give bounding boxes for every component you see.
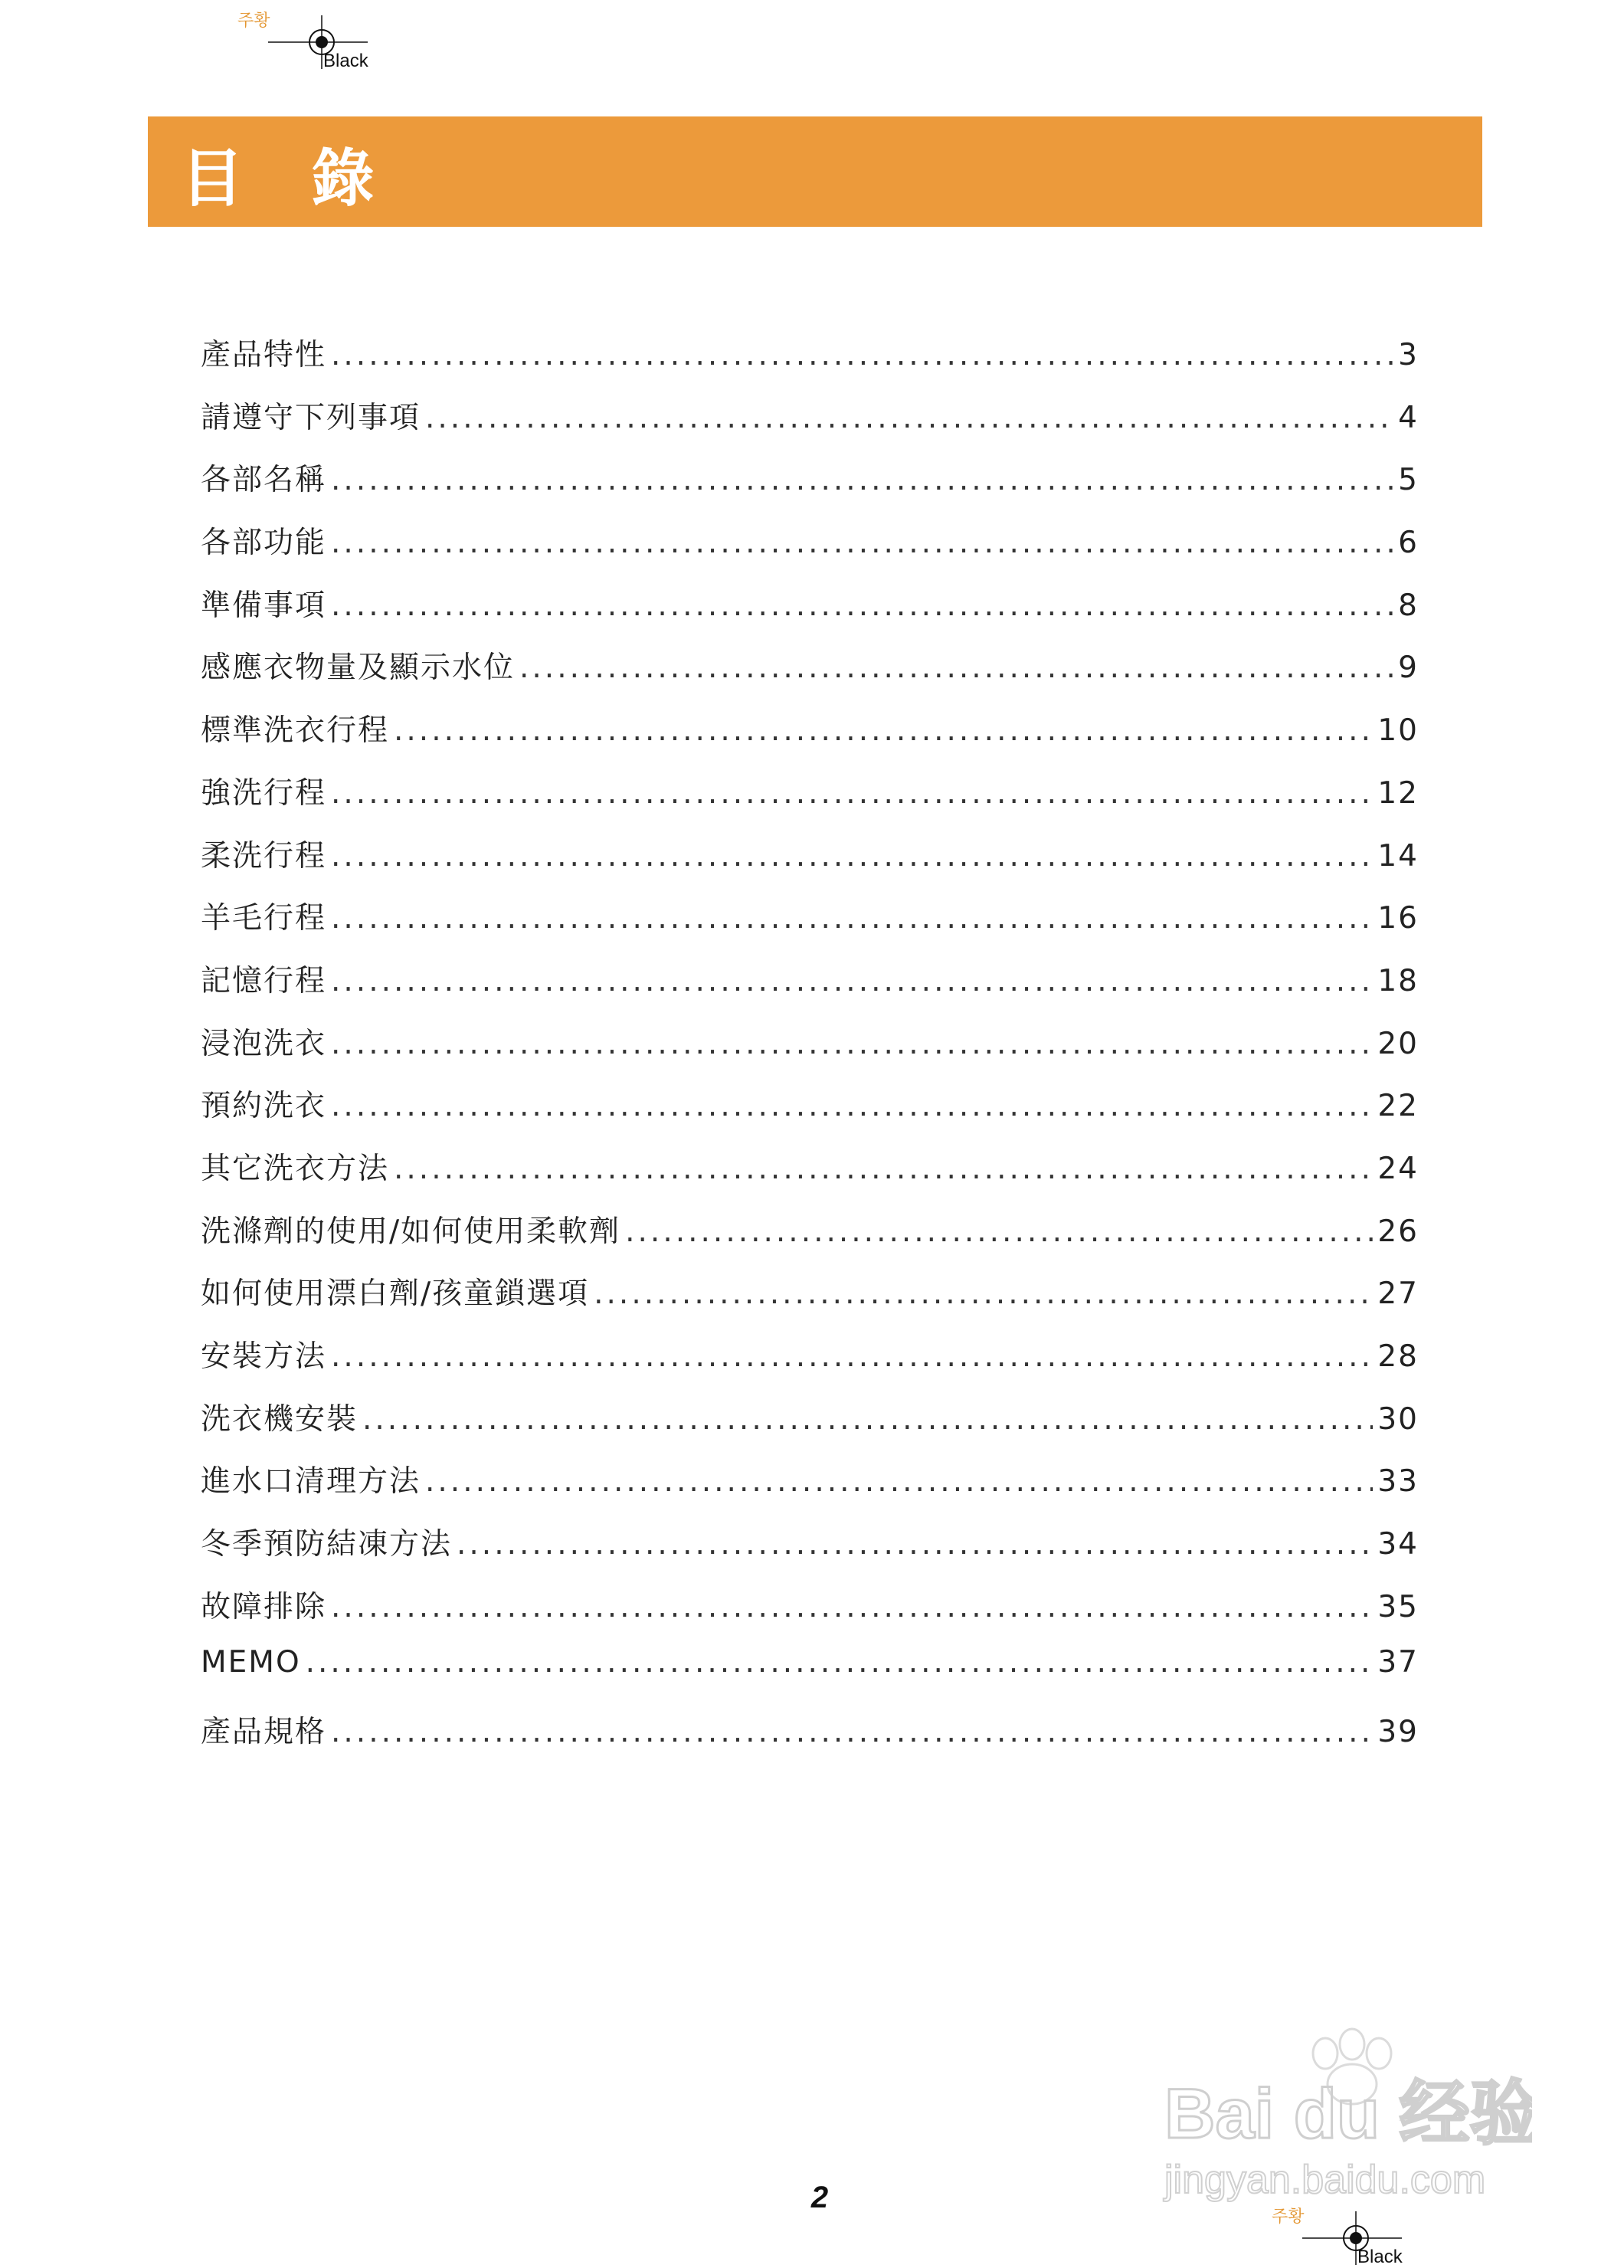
toc-entry-label: 記憶行程: [201, 963, 327, 998]
toc-dot-leader: [331, 1027, 1373, 1061]
toc-entry-page: 14: [1377, 838, 1419, 873]
toc-entry-page: 4: [1398, 400, 1419, 435]
toc-entry[interactable]: [201, 394, 1419, 457]
toc-entry-label: 故障排除: [201, 1589, 327, 1624]
toc-entry-page: 16: [1377, 901, 1419, 936]
toc-entry-page: 37: [1377, 1645, 1419, 1680]
toc-entry-page: 10: [1377, 713, 1419, 749]
registration-mark-top: [237, 8, 391, 69]
toc-entry[interactable]: [201, 582, 1419, 644]
toc-entry-label: 羊毛行程: [201, 901, 327, 936]
toc-entry-page: 3: [1398, 338, 1419, 372]
toc-entry-page: 18: [1377, 963, 1419, 998]
toc-entry-page: 26: [1377, 1214, 1419, 1249]
toc-entry-page: 35: [1377, 1589, 1419, 1624]
toc-entry[interactable]: [201, 706, 1419, 769]
toc-entry-page: 20: [1377, 1026, 1419, 1061]
toc-dot-leader: [394, 713, 1373, 748]
toc-entry-label: 產品規格: [201, 1715, 327, 1750]
toc-entry-page: 22: [1377, 1089, 1419, 1124]
toc-dot-leader: [457, 1527, 1373, 1562]
toc-entry-page: 24: [1377, 1151, 1419, 1186]
toc-entry-label: 如何使用漂白劑/孩童鎖選項: [201, 1277, 590, 1312]
toc-dot-leader: [394, 1152, 1373, 1186]
toc-dot-leader: [331, 964, 1373, 998]
toc-entry-label: 請遵守下列事項: [201, 400, 421, 435]
toc-entry[interactable]: [201, 1082, 1419, 1145]
toc-entry-label: 準備事項: [201, 588, 327, 623]
registration-korean-label: 주황: [1272, 2207, 1305, 2227]
toc-entry-page: 34: [1377, 1527, 1419, 1562]
toc-dot-leader: [331, 526, 1393, 560]
toc-entry-page: 6: [1398, 526, 1419, 561]
page-title: 目 錄: [181, 143, 398, 215]
toc-entry[interactable]: [201, 644, 1419, 706]
toc-entry[interactable]: [201, 1332, 1419, 1395]
toc-dot-leader: [331, 1339, 1373, 1374]
page-number: 2: [810, 2181, 829, 2214]
watermark-url: jingyan.baidu.com: [1164, 2158, 1486, 2202]
toc-entry-page: 5: [1398, 463, 1419, 498]
toc-entry[interactable]: [201, 1645, 1419, 1708]
toc-dot-leader: [331, 776, 1373, 811]
toc-entry-label: 浸泡洗衣: [201, 1026, 327, 1061]
toc-entry-label: 進水口清理方法: [201, 1464, 421, 1499]
toc-entry[interactable]: [201, 519, 1419, 582]
toc-entry[interactable]: [201, 456, 1419, 519]
toc-entry-label: 強洗行程: [201, 775, 327, 811]
toc-dot-leader: [425, 401, 1393, 435]
registration-mark-bottom: [1272, 2204, 1425, 2265]
toc-entry[interactable]: [201, 1583, 1419, 1646]
toc-entry-label: 預約洗衣: [201, 1089, 327, 1124]
toc-entry[interactable]: [201, 894, 1419, 957]
toc-dot-leader: [425, 1464, 1373, 1499]
toc-entry[interactable]: [201, 1457, 1419, 1520]
toc-entry-label: 產品特性: [201, 338, 327, 372]
registration-color-label: Black: [323, 51, 368, 71]
toc-entry[interactable]: [201, 1708, 1419, 1771]
toc-dot-leader: [331, 588, 1393, 623]
toc-entry[interactable]: [201, 331, 1419, 394]
toc-entry-label: 各部名稱: [201, 463, 327, 498]
toc-entry-label: 洗滌劑的使用/如何使用柔軟劑: [201, 1214, 621, 1249]
toc-dot-leader: [331, 839, 1373, 873]
toc-entry[interactable]: [201, 1270, 1419, 1332]
toc-entry-page: 9: [1398, 651, 1419, 686]
toc-dot-leader: [331, 338, 1393, 372]
toc-dot-leader: [362, 1402, 1373, 1437]
toc-entry-page: 33: [1377, 1464, 1419, 1499]
watermark-logo-text: Bai du 经验: [1164, 2075, 1532, 2153]
toc-dot-leader: [519, 651, 1393, 685]
toc-dot-leader: [331, 463, 1393, 497]
toc-entry-page: 28: [1377, 1339, 1419, 1374]
toc-dot-leader: [306, 1645, 1374, 1680]
registration-korean-label: 주황: [237, 11, 270, 31]
toc-entry[interactable]: [201, 769, 1419, 832]
toc-dot-leader: [331, 1590, 1373, 1624]
toc-entry-label: 感應衣物量及顯示水位: [201, 651, 516, 686]
toc-entry-page: 12: [1377, 775, 1419, 811]
toc-entry-page: 39: [1377, 1715, 1419, 1750]
toc-dot-leader: [331, 901, 1373, 936]
toc-entry[interactable]: [201, 1520, 1419, 1583]
toc-entry-label: 洗衣機安裝: [201, 1401, 359, 1437]
toc-entry-page: 27: [1377, 1277, 1419, 1312]
toc-entry-page: 8: [1398, 588, 1419, 623]
toc-entry-label: MEMO: [201, 1645, 301, 1680]
registration-color-label: Black: [1357, 2247, 1403, 2267]
toc-entry[interactable]: [201, 1145, 1419, 1208]
toc-entry[interactable]: [201, 1395, 1419, 1458]
toc-entry[interactable]: [201, 957, 1419, 1020]
toc-entry-label: 柔洗行程: [201, 838, 327, 873]
table-of-contents: [201, 331, 1419, 1771]
toc-dot-leader: [331, 1715, 1373, 1749]
toc-entry[interactable]: [201, 832, 1419, 895]
baidu-watermark: [1157, 2023, 1532, 2207]
toc-entry-label: 安裝方法: [201, 1339, 327, 1374]
toc-entry-label: 其它洗衣方法: [201, 1151, 390, 1186]
toc-dot-leader: [625, 1214, 1373, 1249]
toc-entry[interactable]: [201, 1020, 1419, 1083]
toc-entry-label: 各部功能: [201, 526, 327, 561]
toc-dot-leader: [331, 1089, 1373, 1123]
toc-entry-page: 30: [1377, 1401, 1419, 1437]
toc-entry-label: 標準洗衣行程: [201, 713, 390, 749]
toc-entry[interactable]: [201, 1208, 1419, 1270]
toc-entry-label: 冬季預防結凍方法: [201, 1527, 453, 1562]
toc-dot-leader: [594, 1277, 1373, 1311]
